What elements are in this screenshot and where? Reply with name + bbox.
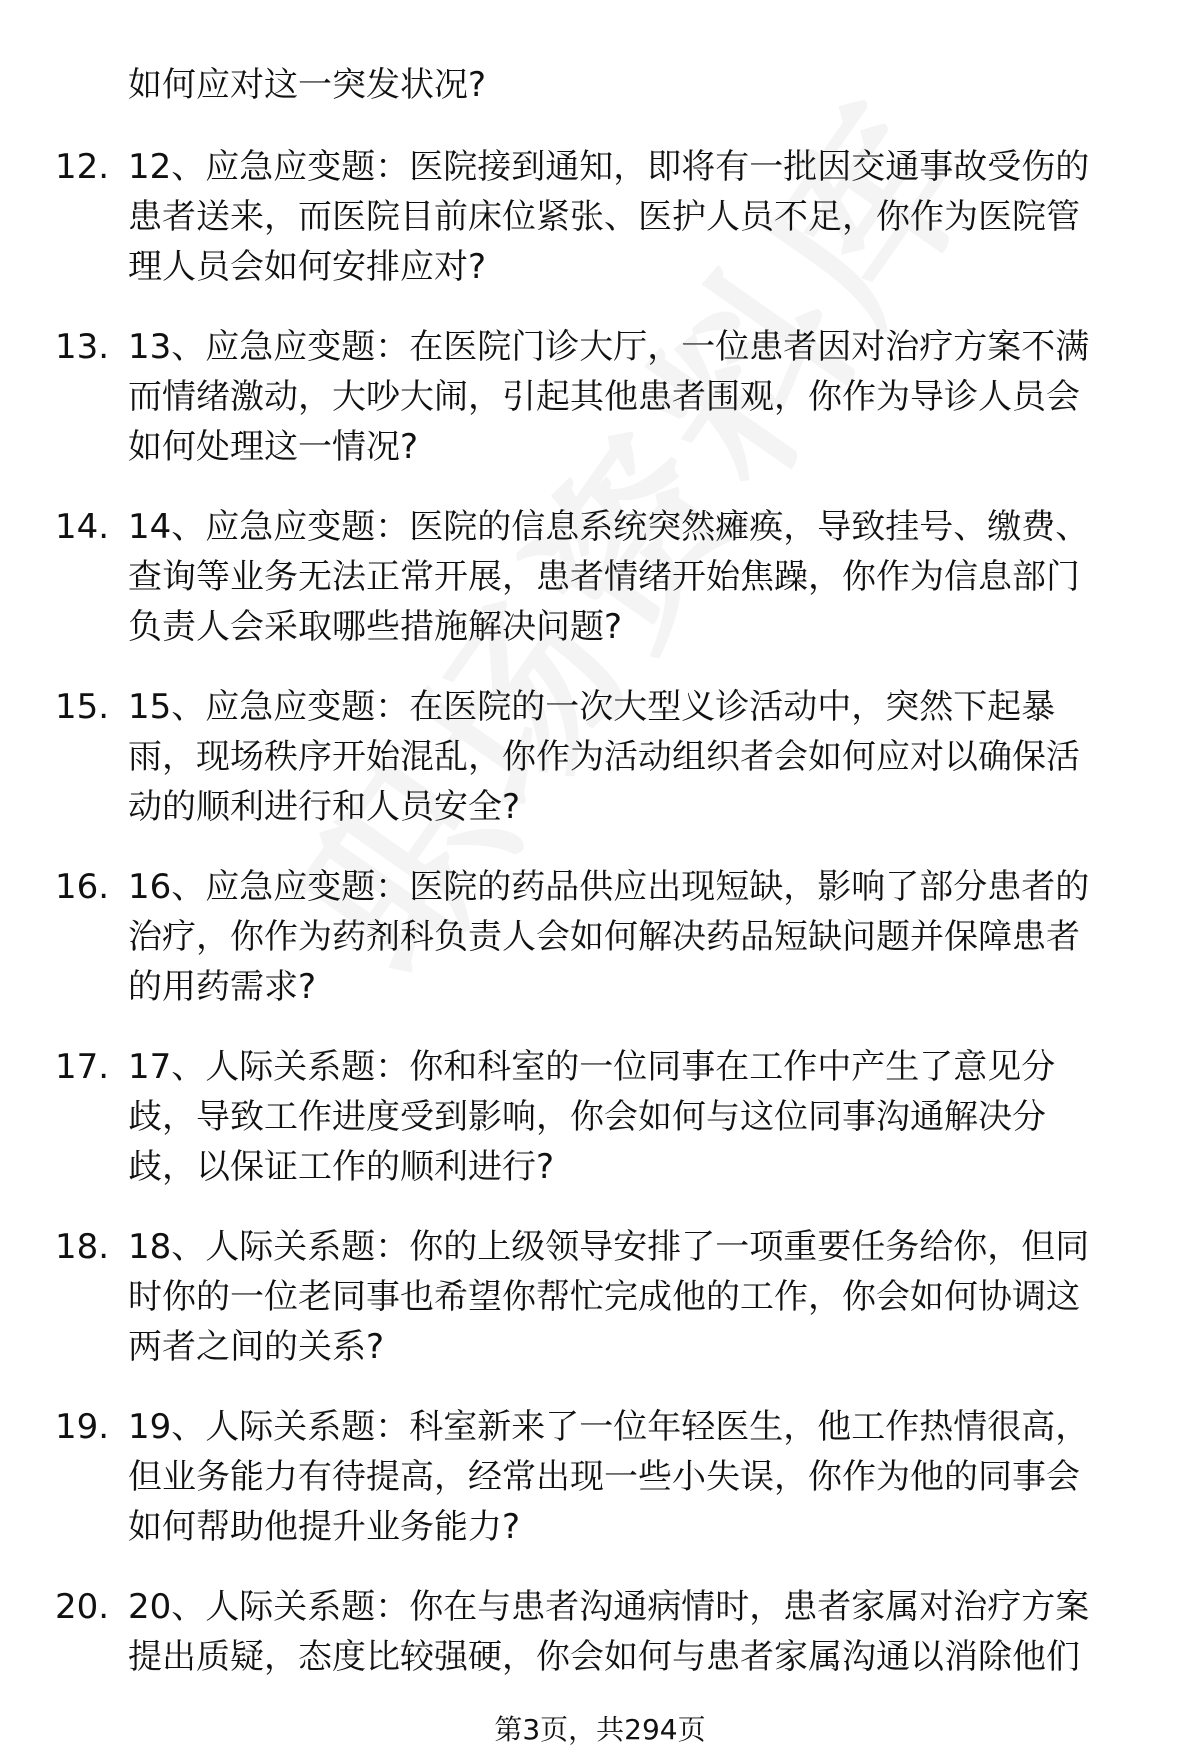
question-text bbox=[128, 1582, 1148, 1682]
question-text bbox=[128, 142, 1148, 292]
question-text-line: 歧，以保证工作的顺利进行? bbox=[128, 1147, 555, 1187]
question-number: 20. bbox=[55, 1587, 110, 1627]
question-text-line: 13、应急应变题：在医院门诊大厅，一位患者因对治疗方案不满 bbox=[128, 327, 1090, 367]
question-text-line: 20、人际关系题：你在与患者沟通病情时，患者家属对治疗方案 bbox=[128, 1587, 1090, 1627]
question-text-line: 治疗，你作为药剂科负责人会如何解决药品短缺问题并保障患者 bbox=[128, 917, 1080, 957]
question-number: 19. bbox=[55, 1407, 110, 1447]
question-text-line: 两者之间的关系? bbox=[128, 1327, 385, 1367]
question-text bbox=[128, 682, 1148, 832]
question-text-line: 18、人际关系题：你的上级领导安排了一项重要任务给你，但同 bbox=[128, 1227, 1090, 1267]
question-text-line: 15、应急应变题：在医院的一次大型义诊活动中，突然下起暴 bbox=[128, 687, 1056, 727]
question-text-line: 19、人际关系题：科室新来了一位年轻医生，他工作热情很高， bbox=[128, 1407, 1090, 1447]
question-item bbox=[0, 1222, 1200, 1370]
question-number: 12. bbox=[55, 147, 110, 187]
question-text-line: 时你的一位老同事也希望你帮忙完成他的工作，你会如何协调这 bbox=[128, 1277, 1080, 1317]
question-text-line: 但业务能力有待提高，经常出现一些小失误，你作为他的同事会 bbox=[128, 1457, 1080, 1497]
question-number: 17. bbox=[55, 1047, 110, 1087]
question-list bbox=[0, 142, 1200, 1762]
question-text-line: 14、应急应变题：医院的信息系统突然瘫痪，导致挂号、缴费、 bbox=[128, 507, 1090, 547]
question-text-line: 负责人会采取哪些措施解决问题? bbox=[128, 607, 623, 647]
question-number: 18. bbox=[55, 1227, 110, 1267]
question-text bbox=[128, 502, 1148, 652]
question-item bbox=[0, 1582, 1200, 1730]
question-text-line: 如何处理这一情况? bbox=[128, 427, 419, 467]
question-number: 14. bbox=[55, 507, 110, 547]
question-number: 16. bbox=[55, 867, 110, 907]
question-text-line: 提出质疑，态度比较强硬，你会如何与患者家属沟通以消除他们 bbox=[128, 1637, 1080, 1677]
question-text bbox=[128, 862, 1148, 1012]
question-text-line: 患者送来，而医院目前床位紧张、医护人员不足，你作为医院管 bbox=[128, 197, 1080, 237]
question-item bbox=[0, 682, 1200, 830]
question-text bbox=[128, 322, 1148, 472]
question-item bbox=[0, 1042, 1200, 1190]
question-text bbox=[128, 1402, 1148, 1552]
continuation-text: 如何应对这一突发状况? bbox=[128, 65, 487, 105]
question-text-line: 而情绪激动，大吵大闹，引起其他患者围观，你作为导诊人员会 bbox=[128, 377, 1080, 417]
question-item bbox=[0, 142, 1200, 290]
question-text-line: 查询等业务无法正常开展，患者情绪开始焦躁，你作为信息部门 bbox=[128, 557, 1080, 597]
question-number: 15. bbox=[55, 687, 110, 727]
question-number: 13. bbox=[55, 327, 110, 367]
question-text-line: 动的顺利进行和人员安全? bbox=[128, 787, 521, 827]
question-text-line: 17、人际关系题：你和科室的一位同事在工作中产生了意见分 bbox=[128, 1047, 1056, 1087]
question-text-line: 如何帮助他提升业务能力? bbox=[128, 1507, 521, 1547]
question-text-line: 12、应急应变题：医院接到通知，即将有一批因交通事故受伤的 bbox=[128, 147, 1090, 187]
question-text-line: 16、应急应变题：医院的药品供应出现短缺，影响了部分患者的 bbox=[128, 867, 1090, 907]
question-text-line: 歧，导致工作进度受到影响，你会如何与这位同事沟通解决分 bbox=[128, 1097, 1046, 1137]
question-text-line: 雨，现场秩序开始混乱，你作为活动组织者会如何应对以确保活 bbox=[128, 737, 1080, 777]
question-item bbox=[0, 862, 1200, 1010]
page-footer: 第3页，共294页 bbox=[494, 1713, 706, 1746]
question-item bbox=[0, 502, 1200, 650]
question-item bbox=[0, 322, 1200, 470]
question-text bbox=[128, 1042, 1148, 1192]
question-text-line: 理人员会如何安排应对? bbox=[128, 247, 487, 287]
question-text bbox=[128, 1222, 1148, 1372]
question-item bbox=[0, 1402, 1200, 1550]
question-text-line: 的用药需求? bbox=[128, 967, 317, 1007]
